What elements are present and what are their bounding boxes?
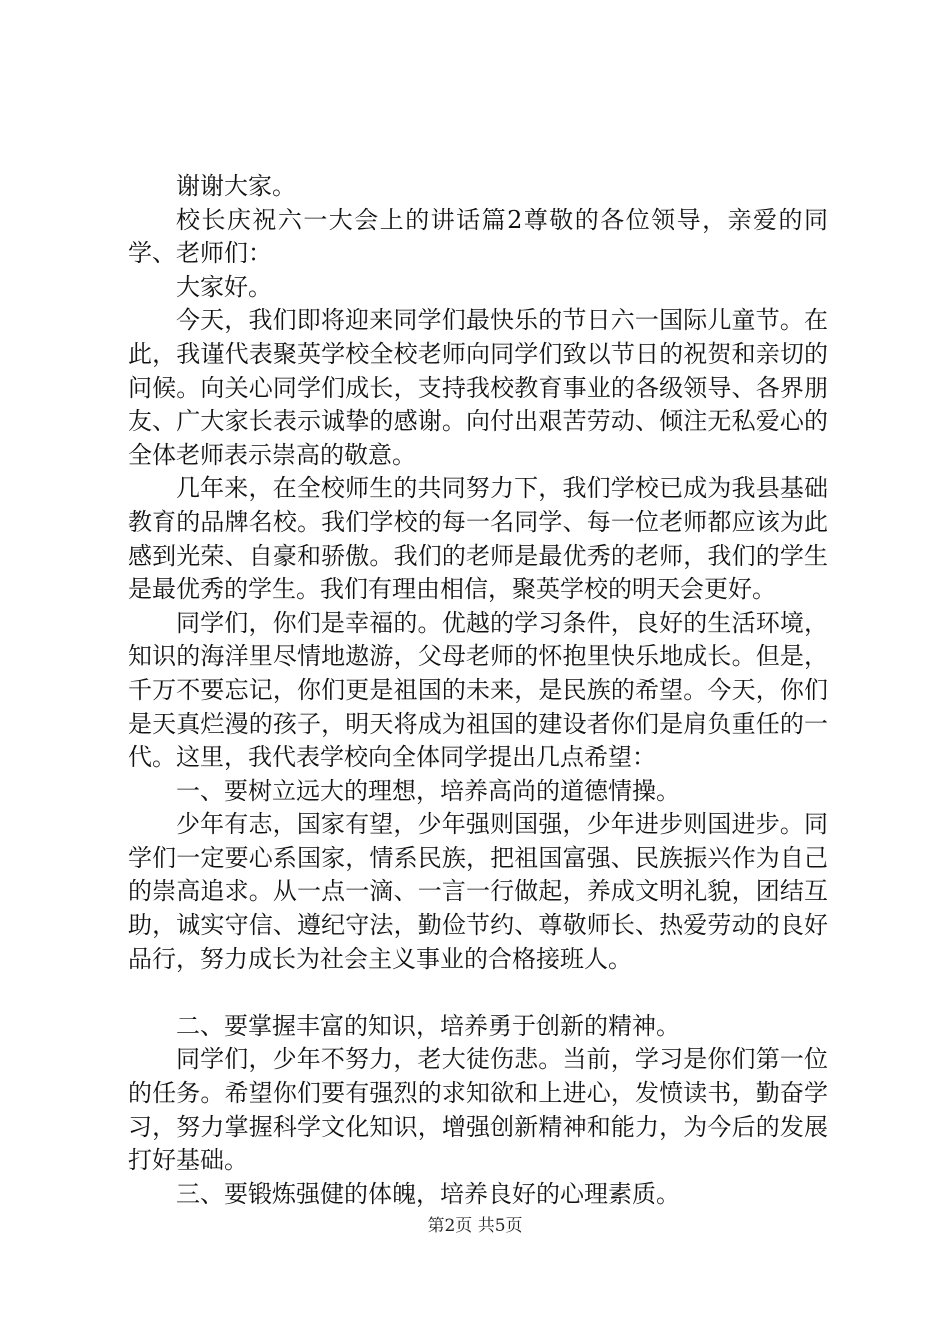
section-heading: 三、要锻炼强健的体魄，培养良好的心理素质。 <box>176 1179 680 1208</box>
section-heading: 二、要掌握丰富的知识，培养勇于创新的精神。 <box>176 1011 680 1040</box>
page-number-footer: 第2页 共5页 <box>427 1216 523 1236</box>
paragraph: 今天，我们即将迎来同学们最快乐的节日六一国际儿童节。在此，我谨代表聚英学校全校老师向同学们致以节日的祝贺和亲切的问候。向关心同学们成长，支持我校教育事业的各级领导、各界朋友、广大家长表示诚挚的感谢。向付出艰苦劳动、倾注无私爱心的全体老师表示崇高的敬意。 <box>128 306 828 469</box>
paragraph: 校长庆祝六一大会上的讲话篇2尊敬的各位领导，亲爱的同学、老师们： <box>128 205 828 268</box>
section-heading: 一、要树立远大的理想，培养高尚的道德情操。 <box>176 776 680 805</box>
paragraph: 谢谢大家。 <box>176 172 296 200</box>
paragraph: 大家好。 <box>176 272 272 301</box>
paragraph: 几年来，在全校师生的共同努力下，我们学校已成为我县基础教育的品牌名校。我们学校的每一名同学、每一位老师都应该为此感到光荣、自豪和骄傲。我们的老师是最优秀的老师，我们的学生是最优秀的学生。我们有理由相信，聚英学校的明天会更好。 <box>128 474 828 604</box>
paragraph: 少年有志，国家有望，少年强则国强，少年进步则国进步。同学们一定要心系国家，情系民族，把祖国富强、民族振兴作为自己的崇高追求。从一点一滴、一言一行做起，养成文明礼貌，团结互助，诚实守信、遵纪守法，勤俭节约、尊敬师长、热爱劳动的良好品行，努力成长为社会主义事业的合格接班人。 <box>128 810 828 973</box>
paragraph: 同学们，少年不努力，老大徒伤悲。当前，学习是你们第一位的任务。希望你们要有强烈的求知欲和上进心，发愤读书，勤奋学习，努力掌握科学文化知识，增强创新精神和能力，为今后的发展打好基础。 <box>128 1045 828 1175</box>
paragraph: 同学们，你们是幸福的。优越的学习条件，良好的生活环境，知识的海洋里尽情地遨游，父母老师的怀抱里快乐地成长。但是，千万不要忘记，你们更是祖国的未来，是民族的希望。今天，你们是天真烂漫的孩子，明天将成为祖国的建设者你们是肩负重任的一代。这里，我代表学校向全体同学提出几点希望： <box>128 608 828 772</box>
document-body <box>128 170 828 1211</box>
